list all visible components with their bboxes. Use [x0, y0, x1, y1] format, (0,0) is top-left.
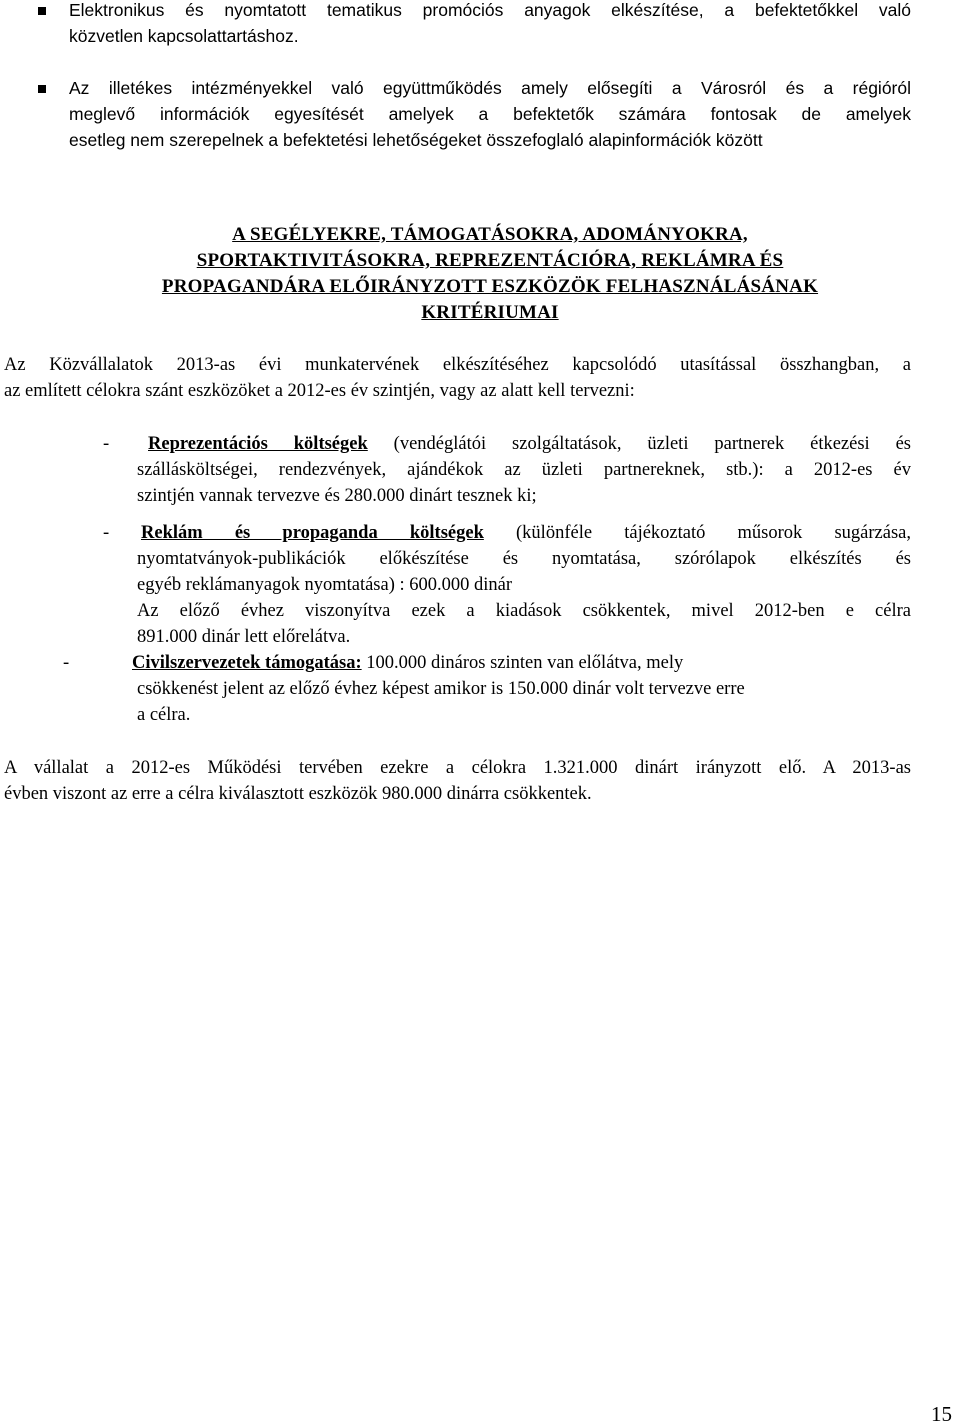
item-3-line-1-rest: 100.000 dináros szinten van előlátva, mely [361, 653, 684, 673]
item-dash: - [103, 434, 110, 454]
bullet-2-line-2: meglevő információk egyesítését amelyek a befektetők számára fontosak de amelyek [69, 104, 911, 124]
item-2-line-2: nyomtatványok-publikációk előkészítése és nyomtatása, szórólapok elkészítés és [137, 549, 911, 569]
item-3-line-2: csökkenést jelent az előző évhez képest amikor is 150.000 dinár volt tervezve erre [137, 679, 745, 699]
section-heading-line-3: PROPAGANDÁRA ELŐIRÁNYZOTT ESZKÖZÖK FELHASZNÁLÁSÁNAK [161, 276, 819, 297]
item-2-line-1-rest: (különféle tájékoztató műsorok sugárzása, [483, 523, 911, 543]
bullet-square-icon [38, 7, 46, 15]
bullet-2-line-1: Az illetékes intézményekkel való együttműködés amely elősegíti a Városról és a régióról [69, 78, 911, 98]
item-2-line-4: Az előző évhez viszonyítva ezek a kiadások csökkentek, mivel 2012-ben e célra [137, 601, 911, 621]
item-2-line-3: egyéb reklámanyagok nyomtatása) : 600.000 dinár [137, 575, 513, 595]
section-heading-line-2: SPORTAKTIVITÁSOKRA, REPREZENTÁCIÓRA, REKLÁMRA ÉS [196, 250, 784, 271]
page-number: 15 [931, 1402, 952, 1426]
bullet-square-icon [38, 85, 46, 93]
item-1-line-1 [148, 431, 911, 457]
item-1-line-2: szállásköltségei, rendezvények, ajándékok az üzleti partnereknek, stb.): a 2012-es év [137, 460, 911, 480]
item-1-line-3: szintjén vannak tervezve és 280.000 dinárt tesznek ki; [137, 486, 537, 506]
intro-line-2: az említett célokra szánt eszközöket a 2012-es év szintjén, vagy az alatt kell tervezni: [4, 381, 635, 401]
item-2-term: Reklám és propaganda költségek [141, 523, 484, 543]
item-2-line-1 [141, 520, 911, 546]
item-3-line-3: a célra. [137, 705, 191, 725]
section-heading-line-1: A SEGÉLYEKRE, TÁMOGATÁSOKRA, ADOMÁNYOKRA, [232, 224, 748, 245]
intro-line-1: Az Közvállalatok 2013-as évi munkatervének elkészítéséhez kapcsolódó utasítással összhangban, a [4, 355, 911, 375]
item-dash: - [103, 523, 110, 543]
bullet-1-line-1: Elektronikus és nyomtatott tematikus promóciós anyagok elkészítése, a befektetőkkel való [69, 0, 911, 20]
item-1-term: Reprezentációs költségek [148, 434, 368, 454]
item-dash: - [63, 653, 70, 673]
item-2-line-5: 891.000 dinár lett előrelátva. [137, 627, 351, 647]
item-3-line-1 [132, 650, 683, 676]
section-heading-line-4: KRITÉRIUMAI [421, 302, 559, 323]
item-1-line-1-rest: (vendéglátói szolgáltatások, üzleti partnerek étkezési és [367, 434, 911, 454]
bullet-1-line-2: közvetlen kapcsolattartáshoz. [69, 26, 299, 46]
closing-line-1: A vállalat a 2012-es Működési tervében ezekre a célokra 1.321.000 dinárt irányzott elő. A 2013-as [4, 758, 911, 778]
bullet-2-line-3: esetleg nem szerepelnek a befektetési lehetőségeket összefoglaló alapinformációk között [69, 130, 763, 150]
closing-line-2: évben viszont az erre a célra kiválasztott eszközök 980.000 dinárra csökkentek. [4, 784, 592, 804]
item-3-term: Civilszervezetek támogatása: [132, 653, 362, 673]
